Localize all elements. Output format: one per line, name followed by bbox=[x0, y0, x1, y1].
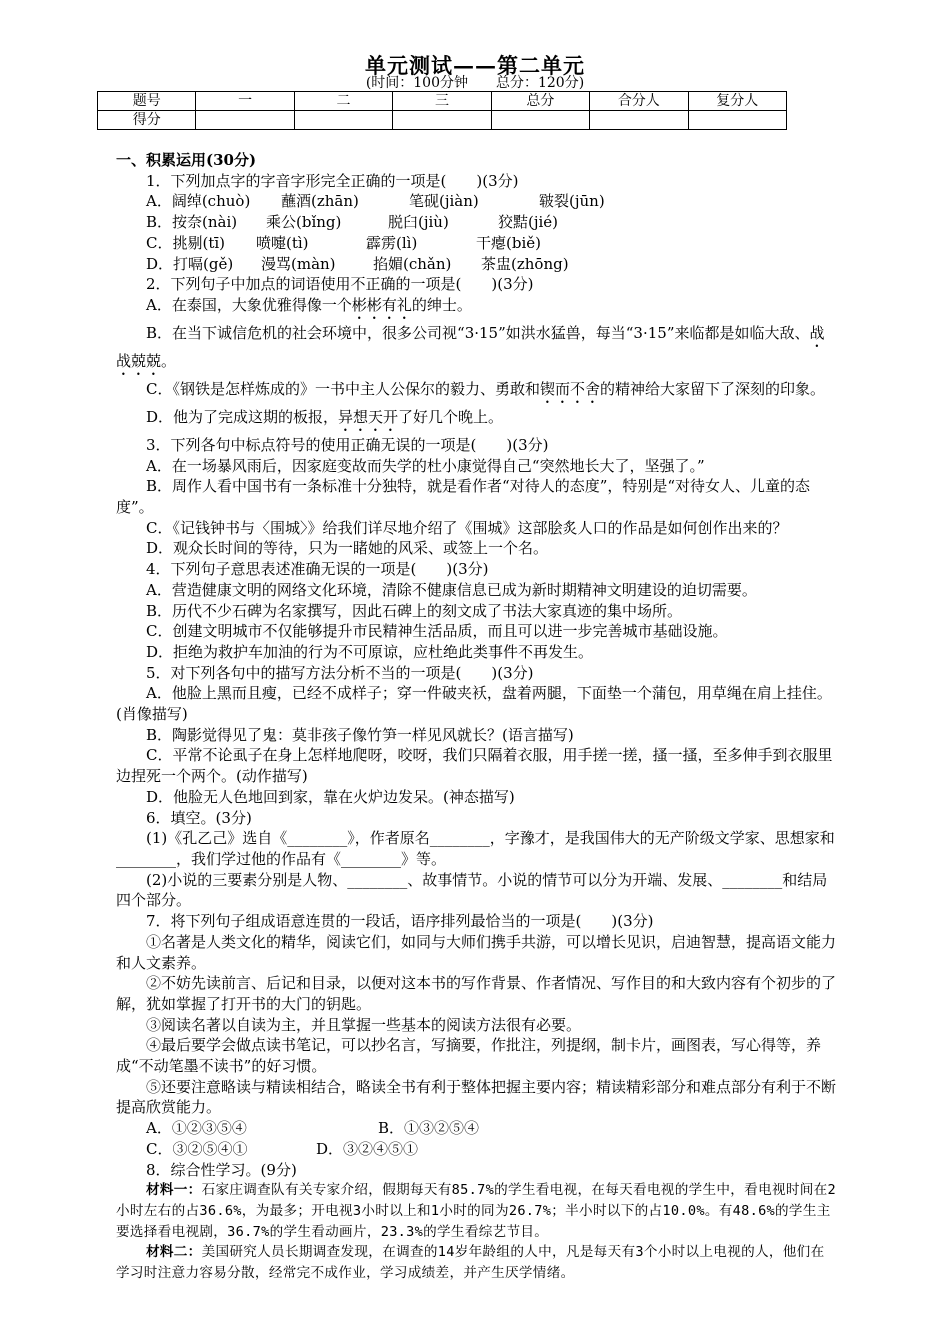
score-table-score-row bbox=[98, 111, 787, 130]
option-d: D．他为了完成这期的板报，异想天开了好几个晚上。 bbox=[146, 407, 504, 426]
score-cell: 三 bbox=[393, 92, 491, 111]
options-ab bbox=[116, 1118, 838, 1139]
sentence-2: ②不妨先读前言、后记和目录，以便对这本书的写作背景、作者情况、写作目的和大致内容有个初步的了解，犹如掌握了打开书的大门的钥匙。 bbox=[116, 974, 837, 1013]
question-stem: 8．综合性学习。(9分) bbox=[146, 1160, 297, 1179]
option-c: C．平常不论虱子在身上怎样地爬呀，咬呀，我们只隔着衣服，用手搓一搓，搔一搔，至多伸手到衣服里边捏死一个两个。(动作描写) bbox=[116, 746, 833, 786]
question-stem: 3．下列各句中标点符号的使用正确无误的一项是( )(3分) bbox=[146, 435, 549, 454]
option-word: 漫骂(màn) bbox=[261, 254, 336, 273]
option-a: A．在一场暴风雨后，因家庭变故而失学的杜小康觉得自己“突然地长大了，坚强了。” bbox=[146, 456, 705, 475]
dotted-word: 彬彬有礼 bbox=[351, 295, 412, 314]
dotted-word: 战战兢兢 bbox=[116, 323, 825, 370]
score-cell: 二 bbox=[294, 92, 392, 111]
sentence-3: ③阅读名著以自读为主，并且掌握一些基本的阅读方法很有必要。 bbox=[146, 1015, 582, 1034]
option-b: B．陶影觉得见了鬼：莫非孩子像竹笋一样见风就长？(语言描写) bbox=[146, 725, 574, 744]
option-c: C．创建文明城市不仅能够提升市民精神生活品质，而且可以进一步完善城市基础设施。 bbox=[146, 622, 728, 641]
score-input-cell[interactable] bbox=[491, 111, 589, 130]
option-b: B．历代不少石碑为名家撰写，因此石碑上的刻文成了书法大家真迹的集中场所。 bbox=[146, 601, 683, 620]
option-c: C．《钢铁是怎样炼成的》一书中主人公保尔的毅力、勇敢和锲而不舍的精神给大家留下了深刻的印象。 bbox=[146, 379, 826, 398]
option-d: D．③②④⑤① bbox=[316, 1139, 419, 1158]
score-table-header-row bbox=[98, 92, 787, 111]
option-word: C．挑剔(tī) bbox=[146, 233, 226, 252]
score-input-cell[interactable] bbox=[590, 111, 688, 130]
question-stem: 7．将下列句子组成语意连贯的一段话，语序排列最恰当的一项是( )(3分) bbox=[146, 912, 654, 931]
option-word: 霹雳(lì) bbox=[366, 233, 418, 252]
question-stem: 1．下列加点字的字音字形完全正确的一项是( )(3分) bbox=[146, 171, 519, 190]
sentence-1: ①名著是人类文化的精华，阅读它们，如同与大师们携手共游，可以增长见识，启迪智慧，提高语文能力和人文素养。 bbox=[116, 932, 837, 972]
option-word: 茶盅(zhōng) bbox=[481, 254, 569, 273]
page-title: 单元测试——第二单元 bbox=[365, 53, 585, 78]
option-word: 蘸酒(zhān) bbox=[281, 192, 359, 211]
fill-blank-1: (1)《孔乙己》选自《________》，作者原名________，字豫才，是我国伟大的无产阶级文学家、思想家和________，我们学过他的作品有《________》等。 bbox=[116, 829, 835, 868]
option-word: 掐媚(chǎn) bbox=[373, 254, 452, 273]
score-input-cell[interactable] bbox=[393, 111, 491, 130]
option-word: A．阔绰(chuò) bbox=[146, 192, 251, 211]
score-cell: 总分 bbox=[491, 92, 589, 111]
dotted-word: 锲而不舍 bbox=[539, 379, 600, 398]
option-d bbox=[116, 254, 838, 275]
sentence-4: ④最后要学会做点读书笔记，可以抄名言，写摘要，作批注，列提纲，制卡片，画图表，写心得等，养成“不动笔墨不读书”的好习惯。 bbox=[116, 1036, 822, 1076]
score-input-cell[interactable] bbox=[294, 111, 392, 130]
option-b: B．①③②⑤④ bbox=[378, 1119, 480, 1138]
exam-body bbox=[116, 150, 838, 1284]
question-stem: 4．下列句子意思表述准确无误的一项是( )(3分) bbox=[146, 560, 489, 579]
score-input-cell[interactable] bbox=[688, 111, 786, 130]
section-title: 一、积累运用(30分) bbox=[116, 151, 257, 169]
score-input-cell[interactable] bbox=[196, 111, 294, 130]
option-c: C．《记钱钟书与〈围城〉》给我们详尽地介绍了《围城》这部脍炙人口的作品是如何创作出来的？ bbox=[146, 518, 788, 537]
options-cd bbox=[116, 1139, 838, 1160]
material-label: 材料一： bbox=[146, 1182, 202, 1199]
option-word: B．按奈(nài) bbox=[146, 213, 238, 232]
option-word: 笔砚(jiàn) bbox=[409, 192, 479, 211]
option-word: 干瘪(biě) bbox=[476, 233, 541, 252]
material-2: 材料二：美国研究人员长期调查发现，在调查的14岁年龄组的人中，凡是每天有3个小时以上电视的人，他们在学习时注意力容易分散，经常完不成作业，学习成绩差，并产生厌学情绪。 bbox=[116, 1244, 825, 1282]
option-word: 脱臼(jiù) bbox=[388, 213, 449, 232]
option-c: C．③②⑤④① bbox=[146, 1139, 248, 1158]
option-b: B．周作人看中国书有一条标准十分独特，就是看作者“对待人的态度”，特别是“对待女人、儿童的态度”。 bbox=[116, 477, 811, 517]
question-stem: 5．对下列各句中的描写方法分析不当的一项是( )(3分) bbox=[146, 663, 534, 682]
score-cell: 题号 bbox=[98, 92, 196, 111]
option-a: A．营造健康文明的网络文化环境，清除不健康信息已成为新时期精神文明建设的迫切需要。 bbox=[146, 580, 757, 599]
dotted-word: 异想天开 bbox=[338, 407, 399, 426]
option-word: 皲裂(jūn) bbox=[539, 192, 605, 211]
option-d: D．他脸无人色地回到家，靠在火炉边发呆。(神态描写) bbox=[146, 787, 515, 806]
option-b bbox=[116, 212, 838, 233]
option-a: A．在泰国，大象优雅得像一个彬彬有礼的绅士。 bbox=[146, 295, 472, 314]
score-cell: 复分人 bbox=[688, 92, 786, 111]
page-subtitle: (时间：100分钟 总分：120分) bbox=[365, 75, 585, 91]
option-c bbox=[116, 233, 838, 254]
option-a: A．①②③⑤④ bbox=[146, 1119, 247, 1138]
option-word: 狡黠(jié) bbox=[498, 213, 559, 232]
option-word: 喷嚏(tì) bbox=[256, 233, 309, 252]
option-a: A．他脸上黑而且瘦，已经不成样子；穿一件破夹袄，盘着两腿，下面垫一个蒲包，用草绳在肩上挂住。(肖像描写) bbox=[116, 684, 832, 724]
score-cell: 一 bbox=[196, 92, 294, 111]
question-stem: 6．填空。(3分) bbox=[146, 808, 252, 827]
material-1: 材料一：石家庄调查队有关专家介绍，假期每天有85.7%的学生看电视，在每天看电视的学生中，看电视时间在2小时左右的占36.6%，为最多；开电视3小时以上和1小时的同为26.7%；半小时以下的占10.0%。有48.6%的学生主要选择看电视剧，36.7%的学生看动画片，23.3%的学生看综艺节目。 bbox=[116, 1182, 837, 1240]
score-table bbox=[97, 91, 787, 130]
option-a bbox=[116, 191, 838, 212]
option-word: 乘公(bǐng) bbox=[266, 213, 342, 232]
option-d: D．观众长时间的等待，只为一睹她的风采、或签上一个名。 bbox=[146, 539, 549, 558]
fill-blank-2: (2)小说的三要素分别是人物、________、故事情节。小说的情节可以分为开端、发展、________和结局四个部分。 bbox=[116, 870, 828, 910]
option-d: D．拒绝为救护车加油的行为不可原谅，应杜绝此类事件不再发生。 bbox=[146, 642, 594, 661]
option-word: D．打嗝(gě) bbox=[146, 254, 234, 273]
option-b: B．在当下诚信危机的社会环境中，很多公司视“3·15”如洪水猛兽，每当“3·15”来临都是如临大敌、战战兢兢。 bbox=[116, 323, 825, 370]
material-label: 材料二： bbox=[146, 1244, 202, 1261]
sentence-5: ⑤还要注意略读与精读相结合，略读全书有利于整体把握主要内容；精读精彩部分和难点部分有利于不断提高欣赏能力。 bbox=[116, 1077, 837, 1117]
score-cell: 得分 bbox=[98, 111, 196, 130]
question-stem: 2．下列句子中加点的词语使用不正确的一项是( )(3分) bbox=[146, 275, 534, 294]
score-cell: 合分人 bbox=[590, 92, 688, 111]
